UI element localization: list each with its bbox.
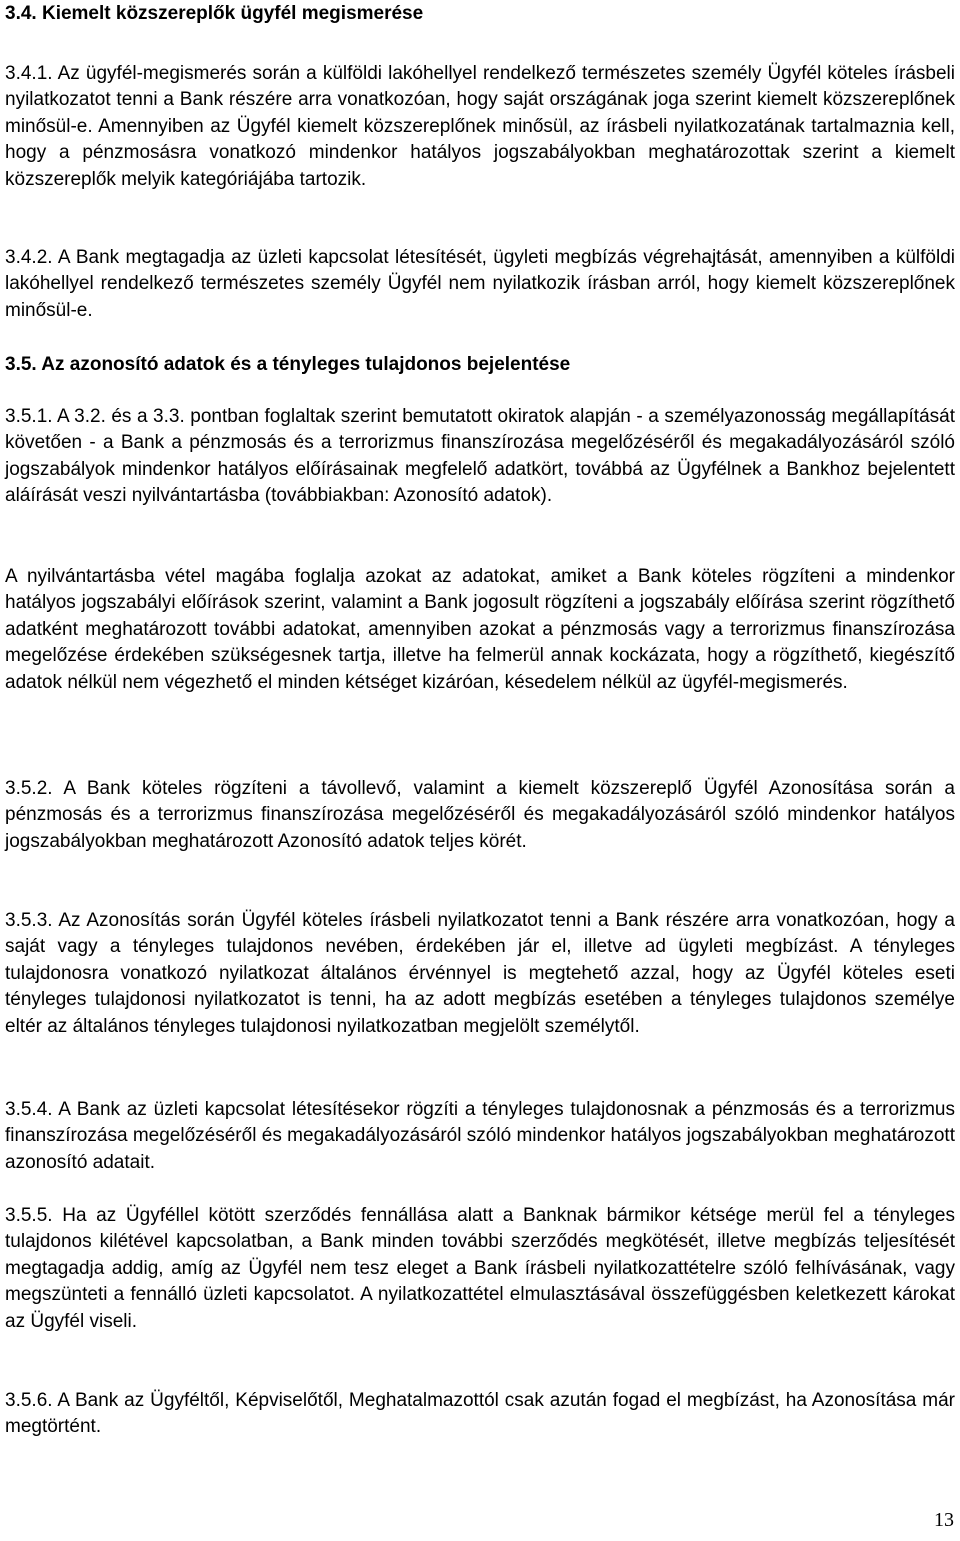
section-heading-3-4: 3.4. Kiemelt közszereplők ügyfél megismerése	[5, 3, 424, 24]
section-heading-3-5: 3.5. Az azonosító adatok és a tényleges tulajdonos bejelentése	[5, 354, 571, 375]
paragraph-3-4-1: 3.4.1. Az ügyfél-megismerés során a külföldi lakóhellyel rendelkező természetes személy Ügyfél köteles írásbeli nyilatkozatot tenni a Bank részére arra vonatkozóan, hogy saját országának joga szerint kiemelt közszereplőnek minősül-e. Amennyiben az Ügyfél kiemelt közszereplőnek minősül, az írásbeli nyilatkozatának tartalmaznia kell, hogy a pénzmosásra vonatkozó mindenkor hatályos jogszabályokban meghatározottak szerint a kiemelt közszereplők melyik kategóriájába tartozik.	[5, 63, 955, 190]
paragraph-3-5-1: 3.5.1. A 3.2. és a 3.3. pontban foglaltak szerint bemutatott okiratok alapján - a személyazonosság megállapítását követően - a Bank a pénzmosás és a terrorizmus finanszírozása megelőzéséről és megakadályozásáról szóló jogszabályok mindenkor hatályos előírásainak megfelelő adatkört, továbbá az Ügyfélnek a Bankhoz bejelentett aláírását veszi nyilvántartásba (továbbiakban: Azonosító adatok).	[5, 406, 955, 507]
paragraph-3-4-2: 3.4.2. A Bank megtagadja az üzleti kapcsolat létesítését, ügyleti megbízás végrehajtását, amennyiben a külföldi lakóhellyel rendelkező természetes személy Ügyfél nem nyilatkozik írásban arról, hogy kiemelt közszereplőnek minősül-e.	[5, 247, 955, 321]
paragraph-3-5-5: 3.5.5. Ha az Ügyféllel kötött szerződés fennállása alatt a Banknak bármikor kétsége merül fel a tényleges tulajdonos kilétével kapcsolatban, a Bank minden további szerződés megkötését, illetve megbízás teljesítését megtagadja addig, amíg az Ügyfél nem tesz eleget a Bank írásbeli nyilatkozattételre szóló felhívásának, vagy megszünteti a fennálló üzleti kapcsolatot. A nyilatkozattétel elmulasztásával összefüggésben keletkezett károkat az Ügyfél viseli.	[5, 1205, 955, 1332]
paragraph-3-5-4: 3.5.4. A Bank az üzleti kapcsolat létesítésekor rögzíti a tényleges tulajdonosnak a pénzmosás és a terrorizmus finanszírozása megelőzéséről és megakadályozásáról szóló mindenkor hatályos jogszabályokban meghatározott azonosító adatait.	[5, 1099, 955, 1173]
page-number: 13	[934, 1509, 954, 1531]
paragraph-3-5-3: 3.5.3. Az Azonosítás során Ügyfél köteles írásbeli nyilatkozatot tenni a Bank részére arra vonatkozóan, hogy a saját vagy a tényleges tulajdonos nevében, érdekében jár el, illetve ad ügyleti megbízást. A tényleges tulajdonosra vonatkozó nyilatkozat általános érvénnyel is megtehető azzal, hogy az Ügyfél köteles eseti tényleges tulajdonosi nyilatkozatot is tenni, ha az adott megbízás esetében a tényleges tulajdonos személye eltér az általános tényleges tulajdonosi nyilatkozatban megjelölt személytől.	[5, 910, 955, 1037]
paragraph-3-5-2: 3.5.2. A Bank köteles rögzíteni a távollevő, valamint a kiemelt közszereplő Ügyfél Azonosítása során a pénzmosás és a terrorizmus finanszírozása megelőzéséről és megakadályozásáról szóló mindenkor hatályos jogszabályokban meghatározott Azonosító adatok teljes körét.	[5, 778, 955, 852]
paragraph-3-5-6: 3.5.6. A Bank az Ügyféltől, Képviselőtől, Meghatalmazottól csak azután fogad el megbízást, ha Azonosítása már megtörtént.	[5, 1390, 955, 1438]
paragraph-3-5-1-continued: A nyilvántartásba vétel magába foglalja azokat az adatokat, amiket a Bank köteles rögzíteni a mindenkor hatályos jogszabályi előírások szerint, valamint a Bank jogosult rögzíteni a jogszabály előírása szerint rögzíthető adatként meghatározott további adatokat, amennyiben azokat a pénzmosás vagy a terrorizmus finanszírozása megelőzése érdekében szükségesnek tartja, illetve ha felmerül annak kockázata, hogy a rögzíthető, kiegészítő adatok nélkül nem végezhető el minden kétséget kizáróan, késedelem nélkül az ügyfél-megismerés.	[5, 566, 955, 693]
